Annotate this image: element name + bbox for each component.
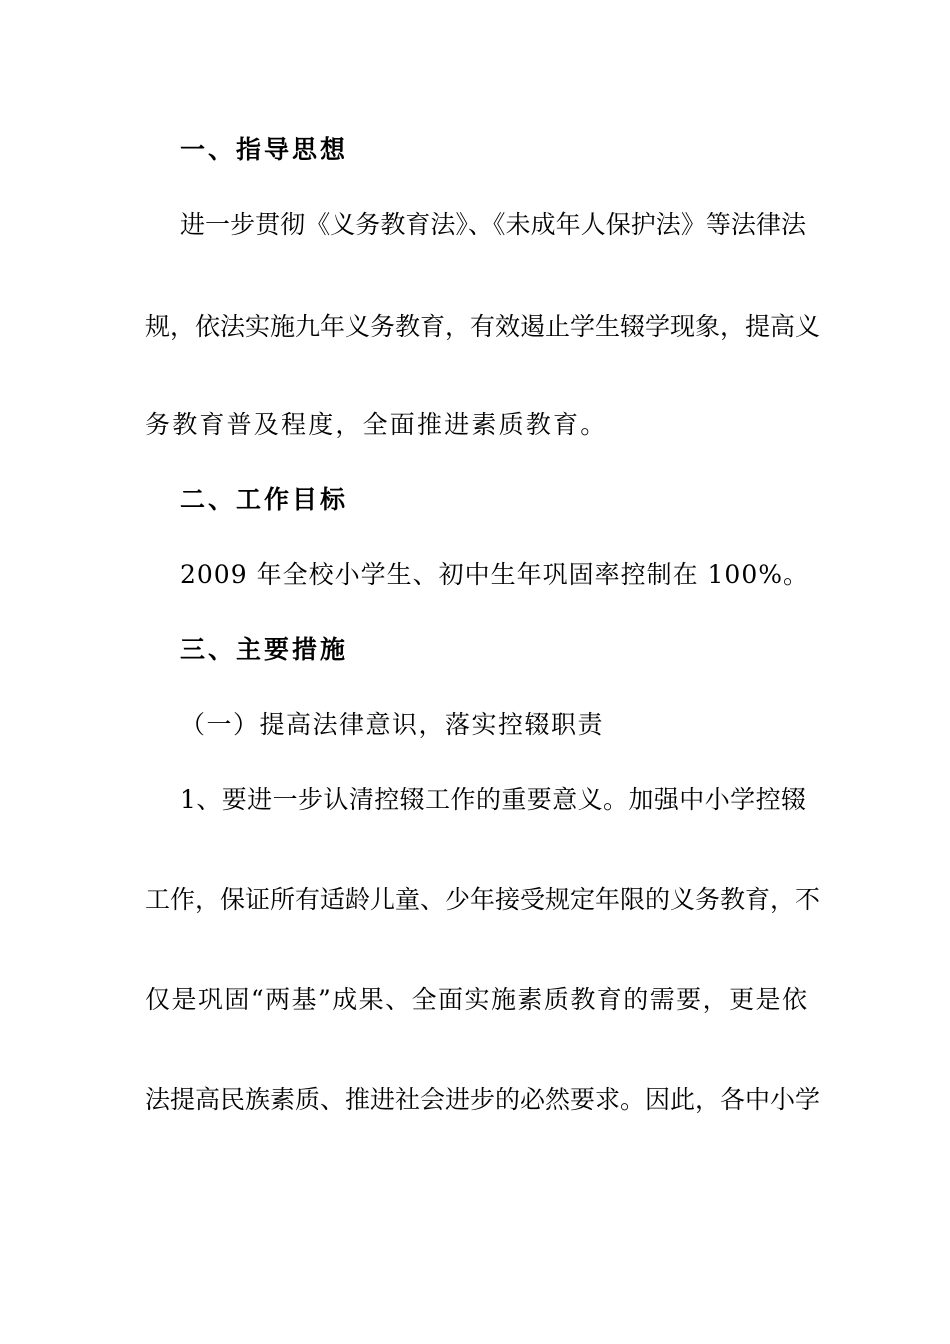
subsection-heading: （一）提高法律意识，落实控辍职责 [180,710,605,739]
paragraph-line: 务教育普及程度，全面推进素质教育。 [145,410,608,439]
section-heading-main-measures: 三、主要措施 [180,635,349,664]
section-heading-guiding-ideology: 一、指导思想 [180,135,349,164]
section-heading-work-goals: 二、工作目标 [180,485,349,514]
paragraph-line: 进一步贯彻《义务教育法》、《未成年人保护法》等法律法 [180,210,806,239]
paragraph-line: 工作，保证所有适龄儿童、少年接受规定年限的义务教育，不 [145,885,821,914]
paragraph-line: 1、要进一步认清控辍工作的重要意义。加强中小学控辍 [180,785,806,814]
paragraph-line: 2009 年全校小学生、初中生年巩固率控制在 100%。 [180,560,809,589]
paragraph-line: 规，依法实施九年义务教育，有效遏止学生辍学现象，提高义 [145,312,821,341]
paragraph-line: 仅是巩固“两基”成果、全面实施素质教育的需要，更是依 [145,985,807,1014]
paragraph-line: 法提高民族素质、推进社会进步的必然要求。因此，各中小学 [145,1085,821,1114]
